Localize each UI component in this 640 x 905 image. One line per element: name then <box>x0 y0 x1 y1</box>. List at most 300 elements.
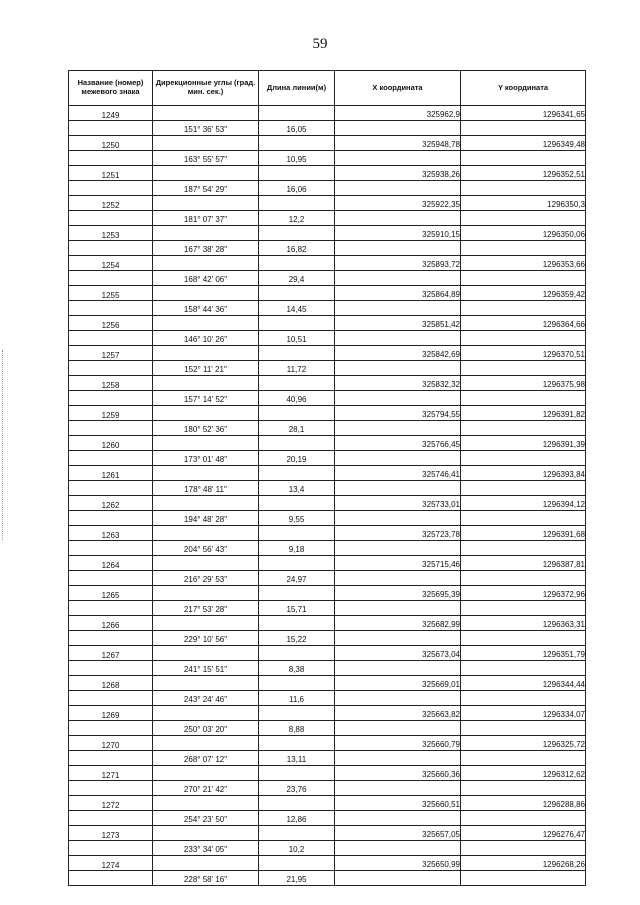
point-y: 1296372,96 <box>461 586 586 601</box>
empty-cell <box>69 661 153 676</box>
point-name: 1273 <box>69 826 153 841</box>
point-name: 1272 <box>69 796 153 811</box>
point-x: 325922,35 <box>335 196 461 211</box>
empty-cell <box>69 691 153 706</box>
point-y: 1296288,86 <box>461 796 586 811</box>
segment-angle: 250° 03' 20" <box>153 721 259 736</box>
point-x: 325842,69 <box>335 346 461 361</box>
empty-cell <box>69 181 153 196</box>
point-x: 325851,42 <box>335 316 461 331</box>
empty-cell <box>153 796 259 811</box>
point-name: 1268 <box>69 676 153 691</box>
header-name: Название (номер) межевого знака <box>69 71 153 106</box>
point-name: 1265 <box>69 586 153 601</box>
point-x: 325695,39 <box>335 586 461 601</box>
empty-cell <box>259 346 335 361</box>
table-row <box>69 526 586 541</box>
segment-length: 10,51 <box>259 331 335 346</box>
point-x: 325938,26 <box>335 166 461 181</box>
empty-cell <box>153 256 259 271</box>
empty-cell <box>335 391 461 406</box>
table-row <box>69 691 586 706</box>
empty-cell <box>259 526 335 541</box>
empty-cell <box>69 871 153 886</box>
empty-cell <box>335 541 461 556</box>
point-name: 1259 <box>69 406 153 421</box>
empty-cell <box>259 316 335 331</box>
empty-cell <box>461 811 586 826</box>
table-row <box>69 841 586 856</box>
segment-length: 11,6 <box>259 691 335 706</box>
empty-cell <box>461 301 586 316</box>
empty-cell <box>153 706 259 721</box>
empty-cell <box>259 406 335 421</box>
empty-cell <box>335 241 461 256</box>
table-row <box>69 541 586 556</box>
empty-cell <box>335 511 461 526</box>
point-name: 1269 <box>69 706 153 721</box>
segment-angle: 204° 56' 43" <box>153 541 259 556</box>
point-name: 1252 <box>69 196 153 211</box>
table-row <box>69 631 586 646</box>
table-row <box>69 871 586 886</box>
empty-cell <box>461 571 586 586</box>
empty-cell <box>461 451 586 466</box>
table-row <box>69 601 586 616</box>
empty-cell <box>153 856 259 871</box>
empty-cell <box>259 676 335 691</box>
empty-cell <box>335 361 461 376</box>
point-x: 325864,89 <box>335 286 461 301</box>
point-y: 1296391,82 <box>461 406 586 421</box>
empty-cell <box>335 121 461 136</box>
empty-cell <box>461 331 586 346</box>
empty-cell <box>69 481 153 496</box>
point-y: 1296349,48 <box>461 136 586 151</box>
empty-cell <box>153 436 259 451</box>
empty-cell <box>335 841 461 856</box>
empty-cell <box>69 841 153 856</box>
empty-cell <box>461 421 586 436</box>
table-row <box>69 121 586 136</box>
table-row <box>69 256 586 271</box>
empty-cell <box>335 181 461 196</box>
empty-cell <box>153 376 259 391</box>
empty-cell <box>153 316 259 331</box>
segment-angle: 163° 55' 57" <box>153 151 259 166</box>
segment-angle: 243° 24' 46" <box>153 691 259 706</box>
segment-length: 16,05 <box>259 121 335 136</box>
table-row <box>69 406 586 421</box>
empty-cell <box>153 736 259 751</box>
empty-cell <box>69 421 153 436</box>
empty-cell <box>259 226 335 241</box>
table-row <box>69 331 586 346</box>
empty-cell <box>335 601 461 616</box>
empty-cell <box>461 751 586 766</box>
point-x: 325715,46 <box>335 556 461 571</box>
empty-cell <box>461 661 586 676</box>
empty-cell <box>461 841 586 856</box>
empty-cell <box>461 361 586 376</box>
empty-cell <box>69 301 153 316</box>
empty-cell <box>259 826 335 841</box>
point-y: 1296312,62 <box>461 766 586 781</box>
point-x: 325910,15 <box>335 226 461 241</box>
table-row <box>69 661 586 676</box>
empty-cell <box>259 136 335 151</box>
empty-cell <box>461 541 586 556</box>
segment-length: 12,86 <box>259 811 335 826</box>
empty-cell <box>69 451 153 466</box>
table-row <box>69 166 586 181</box>
empty-cell <box>69 121 153 136</box>
point-y: 1296350,3 <box>461 196 586 211</box>
empty-cell <box>335 451 461 466</box>
point-y: 1296325,72 <box>461 736 586 751</box>
table-row <box>69 241 586 256</box>
empty-cell <box>461 151 586 166</box>
table-row <box>69 436 586 451</box>
table-row <box>69 376 586 391</box>
segment-length: 8,38 <box>259 661 335 676</box>
table-row <box>69 736 586 751</box>
segment-angle: 173° 01' 48" <box>153 451 259 466</box>
empty-cell <box>69 271 153 286</box>
empty-cell <box>153 646 259 661</box>
table-row <box>69 151 586 166</box>
segment-angle: 157° 14' 52" <box>153 391 259 406</box>
table-row <box>69 286 586 301</box>
table-row <box>69 226 586 241</box>
empty-cell <box>153 406 259 421</box>
empty-cell <box>259 616 335 631</box>
empty-cell <box>259 796 335 811</box>
empty-cell <box>69 391 153 406</box>
point-x: 325682,99 <box>335 616 461 631</box>
segment-length: 9,18 <box>259 541 335 556</box>
empty-cell <box>69 241 153 256</box>
empty-cell <box>153 676 259 691</box>
point-x: 325733,01 <box>335 496 461 511</box>
empty-cell <box>153 496 259 511</box>
empty-cell <box>335 151 461 166</box>
segment-angle: 254° 23' 50" <box>153 811 259 826</box>
empty-cell <box>153 586 259 601</box>
header-angle: Дирекционные углы (град. мин. сек.) <box>153 71 259 106</box>
empty-cell <box>69 751 153 766</box>
point-x: 325794,55 <box>335 406 461 421</box>
table-row <box>69 421 586 436</box>
point-y: 1296351,79 <box>461 646 586 661</box>
header-length: Длина линии(м) <box>259 71 335 106</box>
empty-cell <box>259 586 335 601</box>
table-row <box>69 496 586 511</box>
empty-cell <box>335 331 461 346</box>
empty-cell <box>69 601 153 616</box>
point-y: 1296268,26 <box>461 856 586 871</box>
page-number: 59 <box>312 36 328 52</box>
point-y: 1296350,06 <box>461 226 586 241</box>
segment-angle: 229° 10' 56" <box>153 631 259 646</box>
segment-length: 16,06 <box>259 181 335 196</box>
point-name: 1271 <box>69 766 153 781</box>
table-row <box>69 211 586 226</box>
segment-angle: 241° 15' 51" <box>153 661 259 676</box>
table-row <box>69 301 586 316</box>
point-y: 1296363,31 <box>461 616 586 631</box>
point-name: 1257 <box>69 346 153 361</box>
empty-cell <box>153 826 259 841</box>
empty-cell <box>335 301 461 316</box>
empty-cell <box>153 196 259 211</box>
empty-cell <box>461 601 586 616</box>
segment-length: 8,88 <box>259 721 335 736</box>
empty-cell <box>153 166 259 181</box>
point-name: 1267 <box>69 646 153 661</box>
empty-cell <box>335 631 461 646</box>
table-row <box>69 721 586 736</box>
empty-cell <box>259 466 335 481</box>
margin-marks <box>2 350 5 540</box>
empty-cell <box>69 631 153 646</box>
empty-cell <box>153 556 259 571</box>
empty-cell <box>259 286 335 301</box>
segment-length: 9,55 <box>259 511 335 526</box>
segment-angle: 194° 48' 28" <box>153 511 259 526</box>
point-x: 325657,05 <box>335 826 461 841</box>
empty-cell <box>259 856 335 871</box>
point-name: 1263 <box>69 526 153 541</box>
point-name: 1260 <box>69 436 153 451</box>
header-x: X координата <box>335 71 461 106</box>
point-y: 1296344,44 <box>461 676 586 691</box>
empty-cell <box>259 256 335 271</box>
empty-cell <box>153 286 259 301</box>
empty-cell <box>335 691 461 706</box>
table-row <box>69 511 586 526</box>
table-row <box>69 361 586 376</box>
empty-cell <box>461 271 586 286</box>
point-name: 1258 <box>69 376 153 391</box>
segment-angle: 158° 44' 36" <box>153 301 259 316</box>
point-name: 1261 <box>69 466 153 481</box>
segment-length: 14,45 <box>259 301 335 316</box>
segment-angle: 187° 54' 29" <box>153 181 259 196</box>
table-body <box>69 106 586 886</box>
segment-angle: 167° 38' 28" <box>153 241 259 256</box>
segment-length: 16,82 <box>259 241 335 256</box>
table-row <box>69 796 586 811</box>
empty-cell <box>335 721 461 736</box>
point-y: 1296393,84 <box>461 466 586 481</box>
segment-angle: 216° 29' 53" <box>153 571 259 586</box>
empty-cell <box>153 766 259 781</box>
table-row <box>69 826 586 841</box>
table-row <box>69 481 586 496</box>
empty-cell <box>153 466 259 481</box>
segment-angle: 152° 11' 21" <box>153 361 259 376</box>
table-row <box>69 646 586 661</box>
point-x: 325660,36 <box>335 766 461 781</box>
point-y: 1296352,51 <box>461 166 586 181</box>
empty-cell <box>153 226 259 241</box>
empty-cell <box>69 361 153 376</box>
table-row <box>69 781 586 796</box>
segment-length: 20,19 <box>259 451 335 466</box>
point-y: 1296394,12 <box>461 496 586 511</box>
point-name: 1262 <box>69 496 153 511</box>
table-row <box>69 451 586 466</box>
point-y: 1296375,98 <box>461 376 586 391</box>
header-y: Y координата <box>461 71 586 106</box>
point-x: 325663,82 <box>335 706 461 721</box>
empty-cell <box>69 331 153 346</box>
empty-cell <box>461 631 586 646</box>
table-row <box>69 316 586 331</box>
table-row <box>69 196 586 211</box>
point-x: 325948,78 <box>335 136 461 151</box>
segment-angle: 228° 58' 16" <box>153 871 259 886</box>
point-y: 1296387,81 <box>461 556 586 571</box>
empty-cell <box>153 106 259 121</box>
point-y: 1296334,07 <box>461 706 586 721</box>
empty-cell <box>461 211 586 226</box>
empty-cell <box>69 781 153 796</box>
table-row <box>69 616 586 631</box>
point-x: 325673,04 <box>335 646 461 661</box>
empty-cell <box>461 121 586 136</box>
point-name: 1264 <box>69 556 153 571</box>
point-x: 325660,51 <box>335 796 461 811</box>
point-name: 1255 <box>69 286 153 301</box>
empty-cell <box>259 166 335 181</box>
table-row <box>69 271 586 286</box>
point-y: 1296276,47 <box>461 826 586 841</box>
table-row <box>69 391 586 406</box>
empty-cell <box>153 616 259 631</box>
empty-cell <box>259 376 335 391</box>
point-x: 325669,01 <box>335 676 461 691</box>
empty-cell <box>153 526 259 541</box>
segment-length: 23,76 <box>259 781 335 796</box>
point-name: 1254 <box>69 256 153 271</box>
empty-cell <box>259 736 335 751</box>
segment-length: 15,71 <box>259 601 335 616</box>
empty-cell <box>335 751 461 766</box>
empty-cell <box>69 211 153 226</box>
empty-cell <box>335 661 461 676</box>
table-row <box>69 676 586 691</box>
point-y: 1296359,42 <box>461 286 586 301</box>
empty-cell <box>335 871 461 886</box>
empty-cell <box>69 151 153 166</box>
empty-cell <box>335 211 461 226</box>
point-y: 1296353,66 <box>461 256 586 271</box>
empty-cell <box>335 781 461 796</box>
segment-length: 13,4 <box>259 481 335 496</box>
table-row <box>69 706 586 721</box>
segment-angle: 178° 48' 11" <box>153 481 259 496</box>
empty-cell <box>461 721 586 736</box>
segment-angle: 233° 34' 05" <box>153 841 259 856</box>
empty-cell <box>69 811 153 826</box>
table-row <box>69 586 586 601</box>
empty-cell <box>69 541 153 556</box>
table-row <box>69 346 586 361</box>
empty-cell <box>259 196 335 211</box>
point-name: 1274 <box>69 856 153 871</box>
segment-length: 24,97 <box>259 571 335 586</box>
point-name: 1266 <box>69 616 153 631</box>
point-y: 1296370,51 <box>461 346 586 361</box>
empty-cell <box>69 571 153 586</box>
point-name: 1253 <box>69 226 153 241</box>
segment-length: 13,11 <box>259 751 335 766</box>
empty-cell <box>461 181 586 196</box>
segment-length: 29,4 <box>259 271 335 286</box>
table-header-row <box>69 71 586 106</box>
segment-length: 28,1 <box>259 421 335 436</box>
segment-angle: 168° 42' 06" <box>153 271 259 286</box>
point-x: 325832,32 <box>335 376 461 391</box>
empty-cell <box>335 271 461 286</box>
table-row <box>69 856 586 871</box>
segment-angle: 180° 52' 36" <box>153 421 259 436</box>
segment-length: 15,22 <box>259 631 335 646</box>
table-row <box>69 811 586 826</box>
empty-cell <box>335 571 461 586</box>
table-row <box>69 466 586 481</box>
point-x: 325723,78 <box>335 526 461 541</box>
segment-angle: 181° 07' 37" <box>153 211 259 226</box>
point-y: 1296391,39 <box>461 436 586 451</box>
point-name: 1250 <box>69 136 153 151</box>
table-row <box>69 751 586 766</box>
table-row <box>69 181 586 196</box>
coordinates-table <box>68 70 586 886</box>
empty-cell <box>461 691 586 706</box>
segment-length: 12,2 <box>259 211 335 226</box>
segment-length: 11,72 <box>259 361 335 376</box>
point-name: 1256 <box>69 316 153 331</box>
segment-length: 10,2 <box>259 841 335 856</box>
empty-cell <box>461 781 586 796</box>
empty-cell <box>335 481 461 496</box>
segment-angle: 151° 36' 53" <box>153 121 259 136</box>
empty-cell <box>259 706 335 721</box>
point-name: 1249 <box>69 106 153 121</box>
point-x: 325766,45 <box>335 436 461 451</box>
empty-cell <box>461 871 586 886</box>
empty-cell <box>259 496 335 511</box>
table-row <box>69 556 586 571</box>
point-y: 1296391,68 <box>461 526 586 541</box>
point-x: 325746,41 <box>335 466 461 481</box>
segment-angle: 146° 10' 26" <box>153 331 259 346</box>
table-row <box>69 571 586 586</box>
empty-cell <box>259 106 335 121</box>
empty-cell <box>335 811 461 826</box>
segment-length: 21,95 <box>259 871 335 886</box>
table-row <box>69 766 586 781</box>
point-name: 1251 <box>69 166 153 181</box>
table-row <box>69 136 586 151</box>
empty-cell <box>461 241 586 256</box>
segment-angle: 270° 21' 42" <box>153 781 259 796</box>
point-x: 325660,79 <box>335 736 461 751</box>
empty-cell <box>335 421 461 436</box>
